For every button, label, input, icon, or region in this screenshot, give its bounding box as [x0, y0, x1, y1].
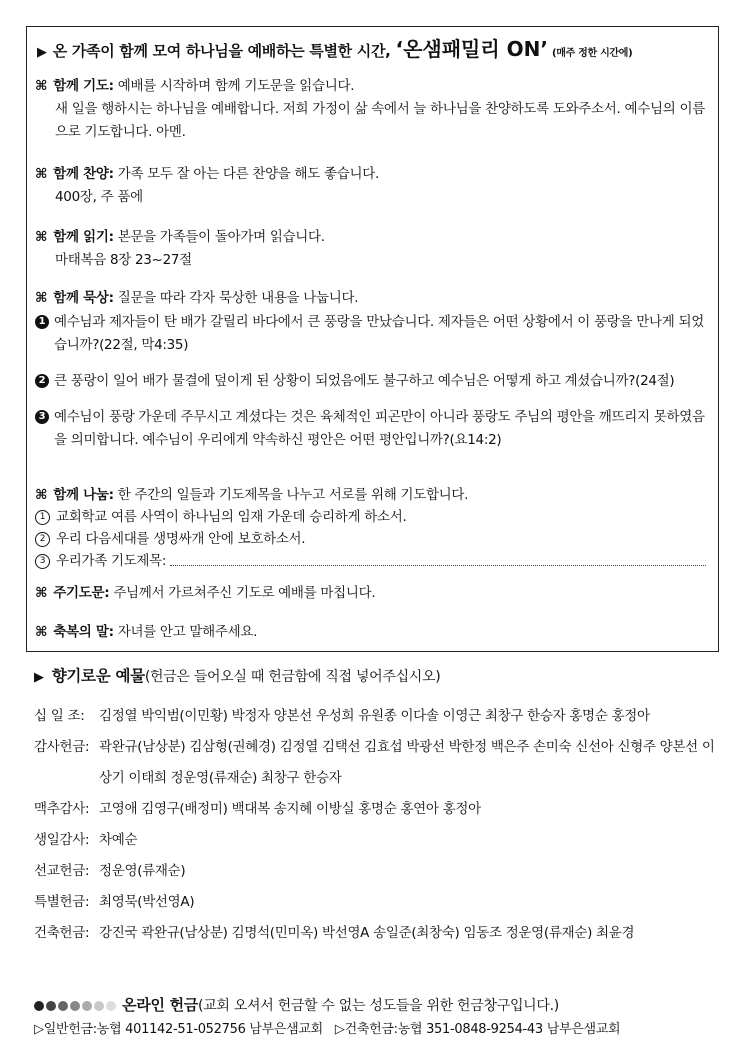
dot-icon	[34, 1001, 44, 1011]
command-icon: ⌘	[35, 290, 48, 306]
praise-body: 400장, 주 품에	[55, 189, 143, 205]
command-icon: ⌘	[35, 78, 48, 94]
offering-names: 강진국 곽완규(남상분) 김명석(민미옥) 박선영A 송일준(최창숙) 임동조 정운영(류재순) 최윤경	[99, 925, 635, 941]
dot-icon	[58, 1001, 68, 1011]
offering-names: 정운영(류재순)	[99, 863, 186, 879]
section-label: 함께 찬양:	[53, 166, 114, 182]
offering-row	[34, 856, 724, 887]
offering-category: 십 일 조:	[34, 708, 85, 724]
offering-category: 선교헌금:	[34, 863, 90, 879]
offering-names: 최영묵(박선영A)	[99, 894, 195, 910]
offering-header	[34, 664, 440, 686]
dot-icon	[94, 1001, 104, 1011]
offering-category: 건축헌금:	[34, 925, 90, 941]
header-note: (매주 정한 시간에)	[552, 48, 633, 59]
question-text: 예수님과 제자들이 탄 배가 갈릴리 바다에서 큰 풍랑을 만났습니다. 제자들은 어떤 상황에서 이 풍랑을 만나게 되었습니까?(22절, 막4:35)	[54, 314, 704, 353]
online-offering-title: 온라인 헌금	[122, 996, 199, 1014]
section-label: 함께 나눔:	[53, 487, 114, 503]
prayer-item	[35, 550, 710, 572]
section-text: 자녀를 안고 말해주세요.	[117, 624, 258, 640]
prayer-body: 새 일을 행하시는 하나님을 예배합니다. 저희 가정이 삶 속에서 늘 하나님을 찬양하도록 도와주소서. 예수님의 이름으로 기도합니다. 아멘.	[55, 101, 705, 140]
account-info	[34, 1018, 620, 1037]
offering-names: 차예순	[99, 832, 138, 848]
offering-names: 김정열 박익범(이민황) 박정자 양본선 우성희 유원종 이다솔 이영근 최창구 한승자 홍명순 홍정아	[99, 708, 650, 724]
prayer-item	[35, 506, 710, 528]
offering-row	[34, 918, 724, 949]
arrow-icon: ▶	[34, 670, 44, 685]
worship-header	[37, 33, 632, 62]
arrow-icon: ▶	[37, 45, 47, 60]
section-text: 한 주간의 일들과 기도제목을 나누고 서로를 위해 기도합니다.	[117, 487, 469, 503]
offering-category: 맥추감사:	[34, 801, 90, 817]
offering-category: 생일감사:	[34, 832, 90, 848]
section-lords-prayer	[35, 582, 710, 605]
offering-category: 특별헌금:	[34, 894, 90, 910]
dot-icon	[106, 1001, 116, 1011]
number-circle: 1	[35, 510, 50, 525]
section-text: 질문을 따라 각자 묵상한 내용을 나눕니다.	[117, 290, 359, 306]
number-badge: 2	[35, 374, 49, 388]
online-offering-header	[34, 994, 559, 1015]
offering-names: 곽완규(남상분) 김삼형(권혜경) 김정열 김택선 김효섭 박광선 박한정 백은주 손미숙 신선아 신형주 양본선 이상기 이태희 정운영(류재순) 최창구 한승자	[99, 739, 715, 786]
section-label: 함께 묵상:	[53, 290, 114, 306]
section-text: 가족 모두 잘 아는 다른 찬양을 해도 좋습니다.	[117, 166, 379, 182]
question-item	[35, 311, 710, 357]
section-reading	[35, 226, 710, 272]
section-praise	[35, 163, 710, 209]
number-badge: 1	[35, 315, 49, 329]
offering-row	[34, 732, 724, 794]
command-icon: ⌘	[35, 624, 48, 640]
offering-title: 향기로운 예물	[51, 667, 145, 685]
command-icon: ⌘	[35, 487, 48, 503]
section-label: 축복의 말:	[53, 624, 114, 640]
question-text: 예수님이 풍랑 가운데 주무시고 계셨다는 것은 육체적인 피곤만이 아니라 풍랑도 주님의 평안을 깨뜨리지 못하였음을 의미합니다. 예수님이 우리에게 약속하신 평안은 어떤 평안입니까?(요14:2)	[54, 409, 705, 448]
family-worship-box	[26, 26, 719, 652]
number-badge: 3	[35, 410, 49, 424]
question-item	[35, 370, 710, 393]
dot-icon	[70, 1001, 80, 1011]
header-title: 온 가족이 함께 모여 하나님을 예배하는 특별한 시간,	[52, 42, 391, 60]
number-circle: 2	[35, 532, 50, 547]
online-offering-note: (교회 오셔서 헌금할 수 없는 성도들을 위한 헌금창구입니다.)	[198, 998, 559, 1014]
question-item	[35, 406, 710, 452]
section-prayer	[35, 75, 710, 144]
prayer-item-text: 우리 다음세대를 생명싸개 안에 보호하소서.	[56, 531, 306, 547]
offering-row	[34, 701, 724, 732]
command-icon: ⌘	[35, 166, 48, 182]
command-icon: ⌘	[35, 585, 48, 601]
dot-icon	[82, 1001, 92, 1011]
section-text: 본문을 가족들이 돌아가며 읽습니다.	[117, 229, 325, 245]
section-label: 함께 기도:	[53, 78, 114, 94]
fill-in-line[interactable]	[170, 550, 706, 566]
section-label: 함께 읽기:	[53, 229, 114, 245]
section-text: 주님께서 가르쳐주신 기도로 예배를 마칩니다.	[113, 585, 376, 601]
building-account: ▷건축헌금:농협 351-0848-9254-43 남부은샘교회	[334, 1022, 621, 1037]
offering-row	[34, 887, 724, 918]
section-meditation	[35, 287, 710, 452]
offering-row	[34, 825, 724, 856]
dots-icon	[34, 998, 118, 1014]
prayer-item	[35, 528, 710, 550]
offering-names: 고영애 김영구(배정미) 백대복 송지혜 이방실 홍명순 홍연아 홍정아	[99, 801, 481, 817]
offering-list	[34, 701, 724, 949]
section-label: 주기도문:	[53, 585, 110, 601]
section-sharing	[35, 484, 710, 572]
general-account: ▷일반헌금:농협 401142-51-052756 남부은샘교회	[34, 1022, 323, 1037]
section-text: 예배를 시작하며 함께 기도문을 읽습니다.	[117, 78, 355, 94]
number-circle: 3	[35, 554, 50, 569]
program-name: ‘온샘패밀리 ON’	[395, 37, 548, 61]
offering-category: 감사헌금:	[34, 739, 90, 755]
prayer-item-text: 교회학교 여름 사역이 하나님의 임재 가운데 승리하게 하소서.	[56, 509, 407, 525]
prayer-item-text: 우리가족 기도제목:	[56, 553, 167, 569]
reading-body: 마태복음 8장 23~27절	[55, 252, 192, 268]
section-blessing	[35, 621, 710, 644]
dot-icon	[46, 1001, 56, 1011]
question-text: 큰 풍랑이 일어 배가 물결에 덮이게 된 상황이 되었음에도 불구하고 예수님은 어떻게 하고 계셨습니까?(24절)	[54, 373, 675, 389]
offering-row	[34, 794, 724, 825]
offering-note: (헌금은 들어오실 때 헌금함에 직접 넣어주십시오)	[144, 669, 441, 685]
command-icon: ⌘	[35, 229, 48, 245]
